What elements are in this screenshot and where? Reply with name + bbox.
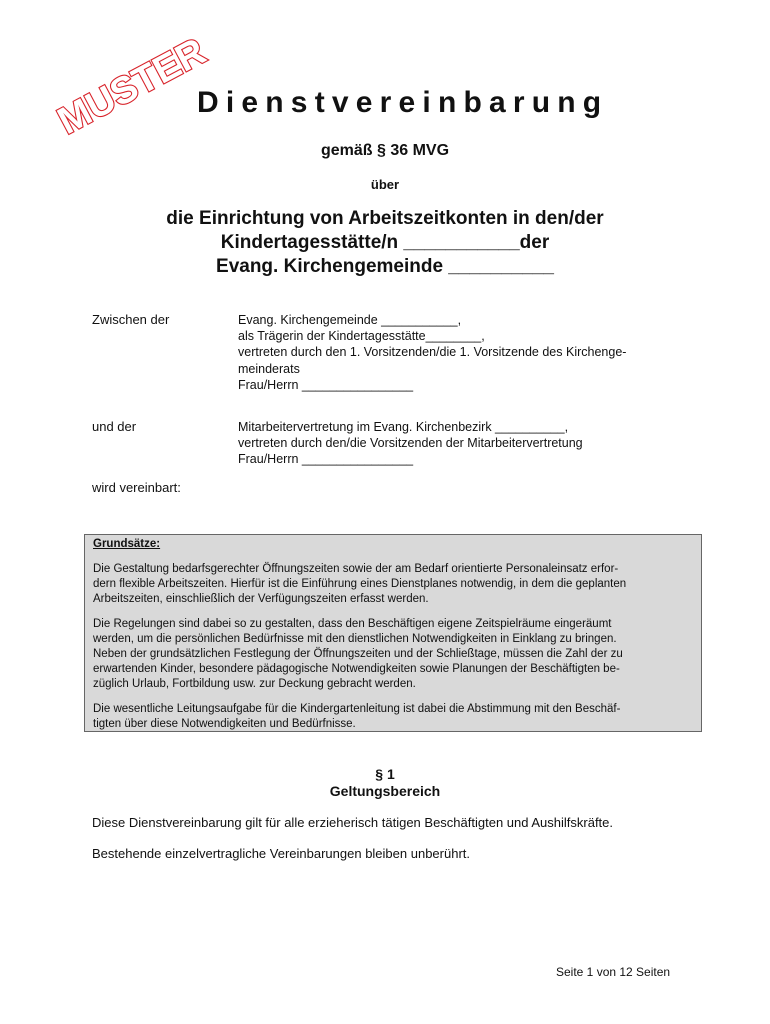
paragraph-line: züglich Urlaub, Fortbildung usw. zur Deckung gebracht werden. bbox=[93, 678, 416, 690]
party-line: Frau/Herrn ________________ bbox=[238, 452, 414, 467]
section-number: § 1 bbox=[375, 766, 395, 782]
party-line: Mitarbeitervertretung im Evang. Kirchenbezirk __________, bbox=[238, 420, 569, 434]
muster-stamp bbox=[41, 28, 213, 153]
section-paragraph: Diese Dienstvereinbarung gilt für alle erzieherisch tätigen Beschäftigten und Aushilfskräfte. bbox=[92, 815, 614, 830]
wird-vereinbart-label: wird vereinbart: bbox=[92, 480, 181, 495]
party-body-mitarbeitervertretung bbox=[238, 419, 688, 468]
paragraph-line: werden, um die persönlichen Bedürfnisse mit den dienstlichen Notwendigkeiten in Einklang zu bringen. bbox=[93, 633, 617, 645]
party-label-zwischen: Zwischen der bbox=[92, 312, 170, 327]
party-line: vertreten durch den 1. Vorsitzenden/die 1. Vorsitzende des Kirchenge- bbox=[238, 345, 627, 360]
grundsaetze-paragraph bbox=[93, 562, 693, 607]
party-line: vertreten durch den/die Vorsitzenden der Mitarbeitervertretung bbox=[238, 436, 583, 451]
ueber-label: über bbox=[370, 177, 400, 192]
paragraph-line: Die Gestaltung bedarfsgerechter Öffnungszeiten sowie der am Bedarf orientierte Personaleinsatz erfor- bbox=[93, 563, 619, 575]
grundsaetze-paragraph bbox=[93, 702, 693, 732]
party-body-kirchengemeinde bbox=[238, 312, 688, 393]
party-line: meinderats bbox=[238, 361, 300, 376]
paragraph-line: Die wesentliche Leitungsaufgabe für die Kindergartenleitung ist dabei die Abstimmung mit den Beschäf- bbox=[93, 703, 621, 715]
page-number: Seite 1 von 12 Seiten bbox=[556, 965, 671, 979]
paragraph-line: Arbeitszeiten, einschließlich der Verfügungszeiten erfasst werden. bbox=[93, 593, 429, 605]
paragraph-line: Neben der grundsätzlichen Festlegung der Öffnungszeiten und der Schließtage, müssen die Zahl der zu bbox=[93, 648, 623, 660]
party-line: Evang. Kirchengemeinde ___________, bbox=[238, 313, 462, 327]
document-heading bbox=[0, 207, 770, 279]
document-title: Dienstvereinbarung bbox=[197, 86, 609, 119]
heading-line: Kindertagesstätte/n ___________der bbox=[220, 232, 550, 253]
grundsaetze-box bbox=[84, 534, 702, 732]
party-line: Frau/Herrn ________________ bbox=[238, 377, 414, 392]
heading-line: die Einrichtung von Arbeitszeitkonten in den/der bbox=[166, 208, 604, 229]
party-label-und: und der bbox=[92, 419, 137, 434]
paragraph-line: dern flexible Arbeitszeiten. Hierfür ist die Einführung eines Dienstplanes notwendig, in dem die geplanten bbox=[93, 578, 627, 590]
paragraph-line: Die Regelungen sind dabei so zu gestalten, dass den Beschäftigen eigene Zeitspielräume eingeräumt bbox=[93, 618, 612, 630]
muster-stamp-text: MUSTER bbox=[51, 30, 213, 143]
document-subtitle: gemäß § 36 MVG bbox=[320, 142, 450, 159]
paragraph-line: erwartenden Kinder, besondere pädagogische Notwendigkeiten sowie Planungen der Beschäftigten be- bbox=[93, 663, 620, 675]
party-line: als Trägerin der Kindertagesstätte________, bbox=[238, 329, 485, 344]
section-paragraph: Bestehende einzelvertragliche Vereinbarungen bleiben unberührt. bbox=[92, 846, 470, 861]
grundsaetze-paragraph bbox=[93, 617, 693, 692]
paragraph-line: tigten über diese Notwendigkeiten und Bedürfnisse. bbox=[93, 718, 356, 730]
section-title: Geltungsbereich bbox=[329, 783, 441, 799]
heading-line: Evang. Kirchengemeinde __________ bbox=[216, 256, 554, 277]
grundsaetze-title: Grundsätze: bbox=[93, 538, 161, 550]
